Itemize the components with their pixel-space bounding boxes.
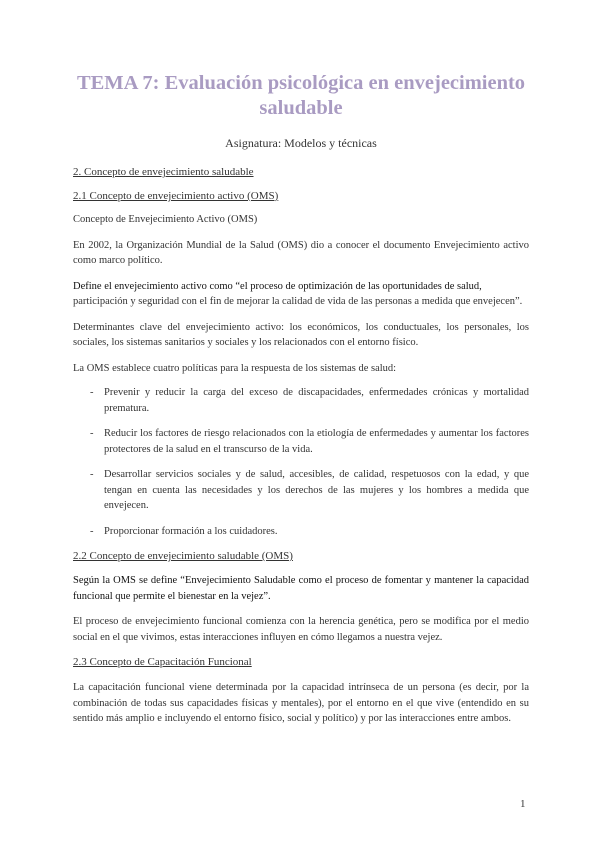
paragraph-determinants: Determinantes clave del envejecimiento activo: los económicos, los conductuales, los personales, los sociales, los sistemas sanitarios y sociales y los relacionados con el entorno físico. xyxy=(73,321,529,348)
paragraph-define xyxy=(73,279,529,310)
paragraph-concept: Concepto de Envejecimiento Activo (OMS) xyxy=(73,214,258,225)
paragraph-define-line-2: participación y seguridad con el fin de mejorar la calidad de vida de las personas a medida que envejecen”. xyxy=(73,296,523,307)
page-content xyxy=(73,71,529,727)
list-item xyxy=(73,426,529,457)
list-item xyxy=(73,385,529,416)
subject-line: Asignatura: Modelos y técnicas xyxy=(225,136,377,150)
policies-list xyxy=(73,385,529,539)
page-number: 1 xyxy=(520,798,526,810)
section-2-1-heading: 2.1 Concepto de envejecimiento activo (OMS) xyxy=(73,190,279,202)
paragraph-2002: En 2002, la Organización Mundial de la Salud (OMS) dio a conocer el documento Envejecimiento activo como marco político. xyxy=(73,239,529,266)
bullet-dash: - xyxy=(90,469,94,480)
bullet-dash: - xyxy=(90,387,94,398)
bullet-dash: - xyxy=(90,428,94,439)
list-item-text: Prevenir y reducir la carga del exceso de discapacidades, enfermedades crónicas y mortalidad prematura. xyxy=(104,387,529,414)
section-2-3-heading: 2.3 Concepto de Capacitación Funcional xyxy=(73,656,252,668)
paragraph-oms-define: Según la OMS se define “Envejecimiento Saludable como el proceso de fomentar y mantener la capacidad funcional que permite el bienestar en la vejez”. xyxy=(73,575,529,602)
paragraph-define-line-1: Define el envejecimiento activo como “el proceso de optimización de las oportunidades de salud, xyxy=(73,280,482,292)
paragraph-process: El proceso de envejecimiento funcional comienza con la herencia genética, pero se modifica por el medio social en el que vivimos, estas interacciones influyen en cómo llegamos a nuestra vejez. xyxy=(73,616,529,643)
section-2-2-heading: 2.2 Concepto de envejecimiento saludable (OMS) xyxy=(73,550,293,562)
bullet-dash: - xyxy=(90,525,94,537)
document-title: TEMA 7: Evaluación psicológica en envejecimiento saludable xyxy=(76,72,526,119)
paragraph-policies: La OMS establece cuatro políticas para la respuesta de los sistemas de salud: xyxy=(73,362,397,374)
paragraph-capacitation: La capacitación funcional viene determinada por la capacidad intrínseca de un persona (es decir, por la combinación de todas sus capacidades físicas y mentales), por el entorno en el que vive (entendido en su sentido más amplio e incluyendo el entorno físico, social y político) y por las interacciones entre ambos. xyxy=(73,682,529,724)
list-item-text: Proporcionar formación a los cuidadores. xyxy=(104,525,278,537)
list-item-text: Reducir los factores de riesgo relacionados con la etiología de enfermedades y aumentar los factores protectores de la salud en el transcurso de la vida. xyxy=(104,428,529,455)
list-item-text: Desarrollar servicios sociales y de salud, accesibles, de calidad, respetuosos con la edad, y que tengan en cuenta las necesidades y los derechos de las mujeres y los hombres a medida que envejecen. xyxy=(104,469,529,511)
list-item xyxy=(73,467,529,514)
list-item xyxy=(73,524,529,540)
section-2-heading: 2. Concepto de envejecimiento saludable xyxy=(73,166,254,178)
